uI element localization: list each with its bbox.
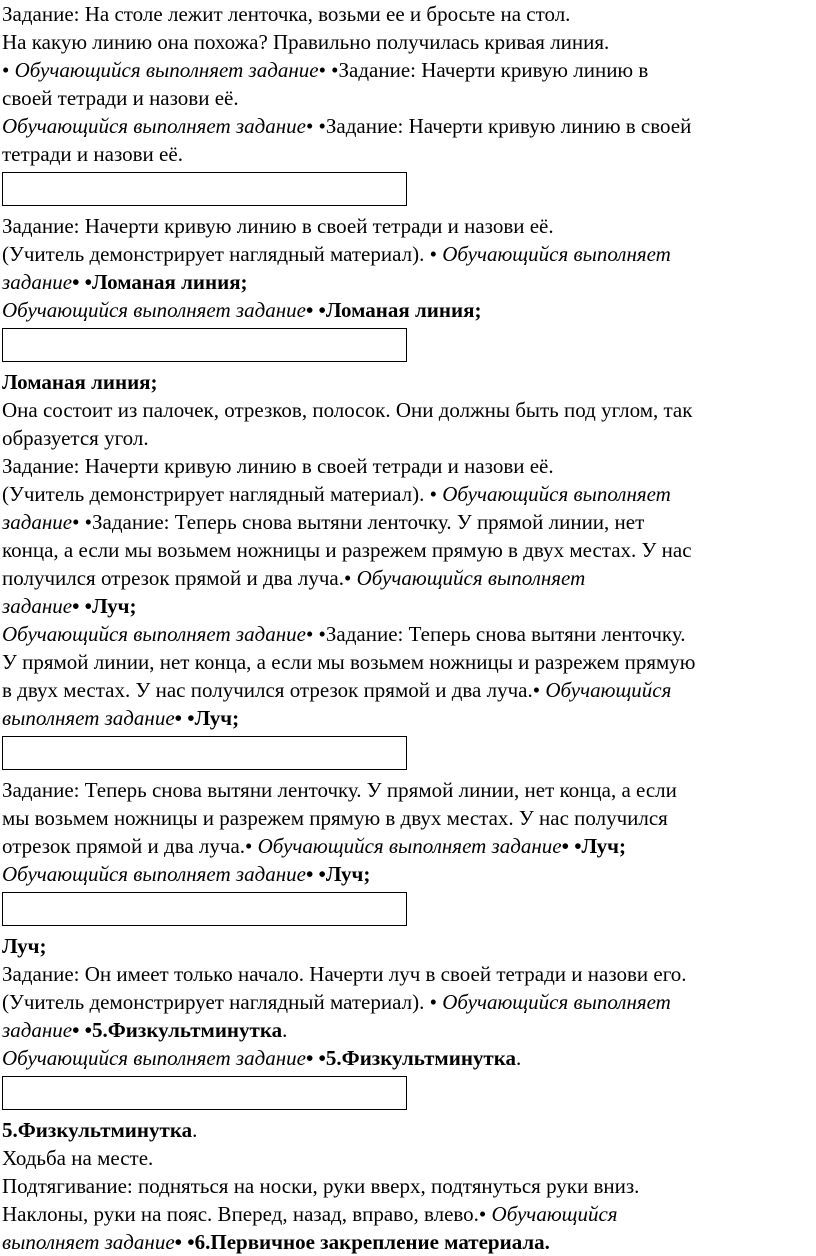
text-line: Подтягивание: подняться на носки, руки вверх, подтянуться руки вниз. xyxy=(2,1174,640,1198)
text-line: конца, а если мы возьмем ножницы и разрежем прямую в двух местах. У нас xyxy=(2,538,692,562)
text-line: Задание: Теперь снова вытяни ленточку. У прямой линии, нет конца, а если xyxy=(2,778,677,802)
text-line: Она состоит из палочек, отрезков, полосок. Они должны быть под углом, так xyxy=(2,398,693,422)
text-line: У прямой линии, нет конца, а если мы возьмем ножницы и разрежем прямую xyxy=(2,650,696,674)
section-heading: 5.Физкультминутка. xyxy=(2,1118,198,1142)
text-line: (Учитель демонстрирует наглядный материал). • Обучающийся выполняет xyxy=(2,990,671,1014)
text-line: в двух местах. У нас получился отрезок прямой и два луча.• Обучающийся xyxy=(2,678,672,702)
text-line: задание• •Ломаная линия; xyxy=(2,270,248,294)
text-line: Ходьба на месте. xyxy=(2,1146,154,1170)
text-line: отрезок прямой и два луча.• Обучающийся выполняет задание• •Луч; xyxy=(2,834,627,858)
empty-frame xyxy=(2,892,407,926)
section-heading: Луч; xyxy=(2,934,47,958)
text-line: тетради и назови её. xyxy=(2,142,183,166)
text-line: Обучающийся выполняет задание• •Задание: Теперь снова вытяни ленточку. xyxy=(2,622,686,646)
text-line: мы возьмем ножницы и разрежем прямую в двух местах. У нас получился xyxy=(2,806,668,830)
text-line: На какую линию она похожа? Правильно получилась кривая линия. xyxy=(2,30,610,54)
text-line: • Обучающийся выполняет задание• •Задание: Начерти кривую линию в xyxy=(2,58,649,82)
text-line: (Учитель демонстрирует наглядный материал). • Обучающийся выполняет xyxy=(2,482,671,506)
text-line: выполняет задание• •Луч; xyxy=(2,706,240,730)
text-line: Обучающийся выполняет задание• •Задание: Начерти кривую линию в своей xyxy=(2,114,692,138)
text-line: Задание: Начерти кривую линию в своей тетради и назови её. xyxy=(2,214,554,238)
text-line: Обучающийся выполняет задание• •Ломаная линия; xyxy=(2,298,482,322)
empty-frame xyxy=(2,172,407,206)
text-line: Задание: Начерти кривую линию в своей тетради и назови её. xyxy=(2,454,554,478)
empty-frame xyxy=(2,736,407,770)
section-heading: Ломаная линия; xyxy=(2,370,158,394)
empty-frame xyxy=(2,1076,407,1110)
text-line: Обучающийся выполняет задание• •5.Физкультминутка. xyxy=(2,1046,522,1070)
text-line: образуется угол. xyxy=(2,426,149,450)
text-line: своей тетради и назови её. xyxy=(2,86,239,110)
text-line: задание• •Луч; xyxy=(2,594,137,618)
text-line: Наклоны, руки на пояс. Вперед, назад, вправо, влево.• Обучающийся xyxy=(2,1202,618,1226)
text-line: Задание: Он имеет только начало. Начерти луч в своей тетради и назови его. xyxy=(2,962,687,986)
empty-frame xyxy=(2,328,407,362)
text-line: (Учитель демонстрирует наглядный материал). • Обучающийся выполняет xyxy=(2,242,671,266)
text-line: Обучающийся выполняет задание• •Луч; xyxy=(2,862,371,886)
text-line: получился отрезок прямой и два луча.• Обучающийся выполняет xyxy=(2,566,586,590)
text-line: задание• •5.Физкультминутка. xyxy=(2,1018,288,1042)
text-line: задание• •Задание: Теперь снова вытяни ленточку. У прямой линии, нет xyxy=(2,510,645,534)
text-line: Задание: На столе лежит ленточка, возьми ее и бросьте на стол. xyxy=(2,2,571,26)
text-line: выполняет задание• •6.Первичное закрепление материала. xyxy=(2,1230,550,1254)
